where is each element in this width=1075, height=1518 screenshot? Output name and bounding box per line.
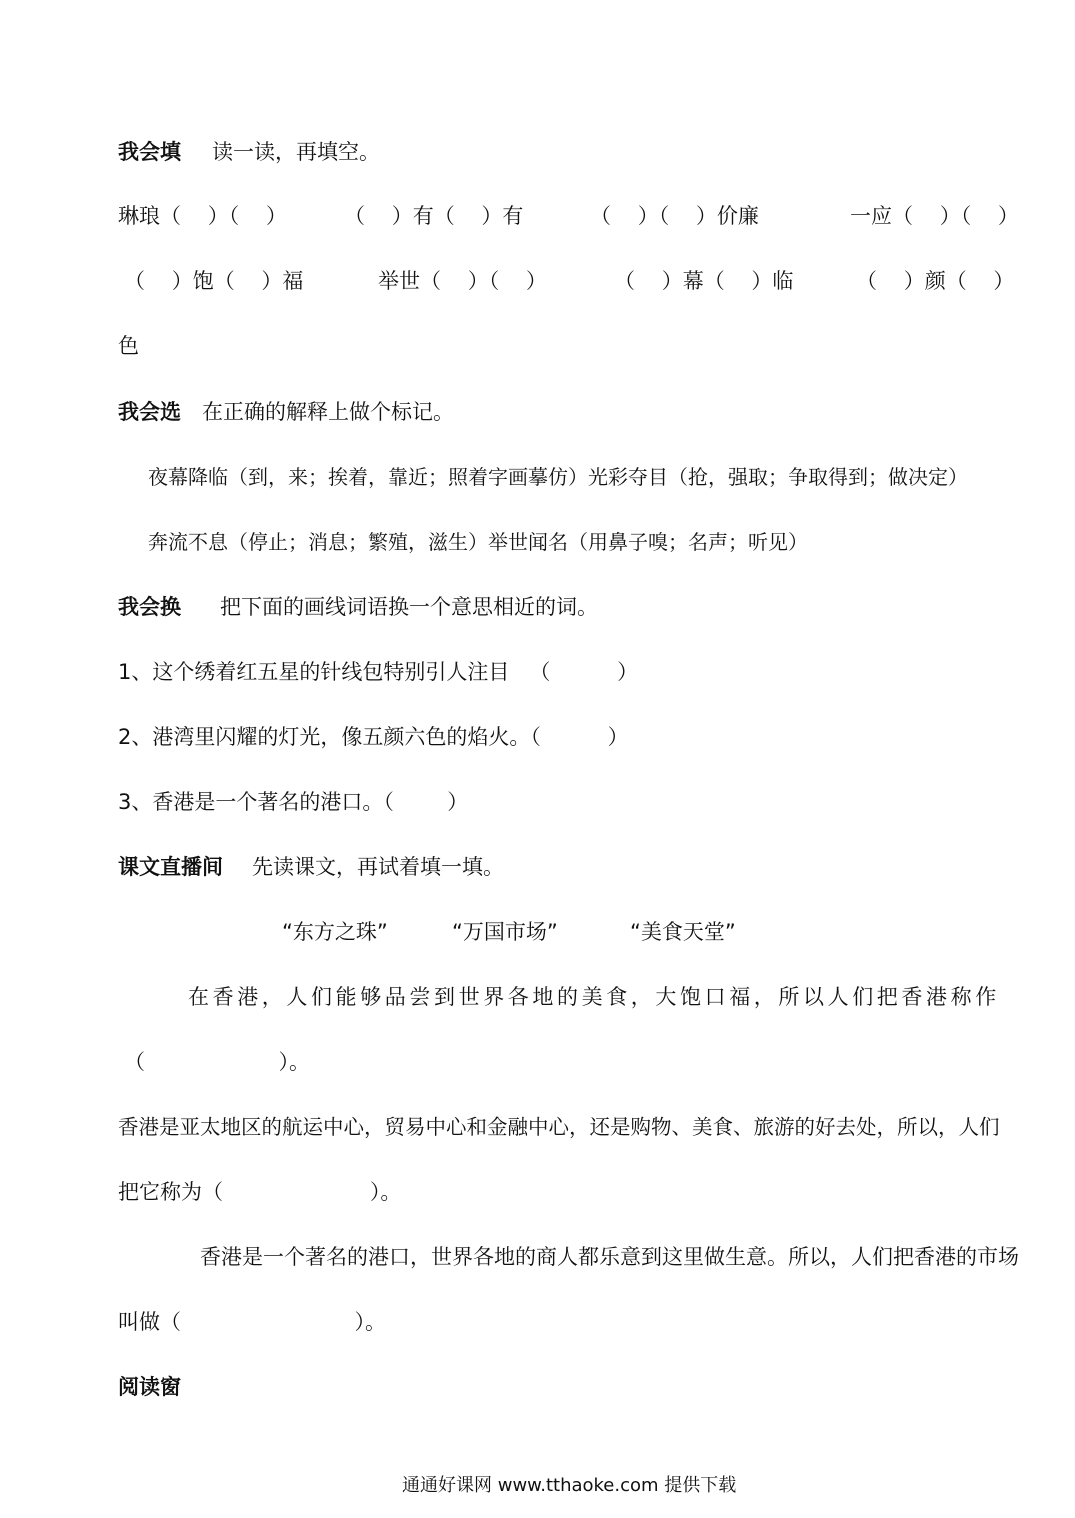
- choose-line: 奔流不息（停止；消息；繁殖，滋生）举世闻名（用鼻子嗅；名声；听见）: [148, 530, 808, 554]
- fill-item: （ ）颜（ ）: [856, 269, 1015, 293]
- paragraph-blank: （ ）。: [124, 1050, 311, 1074]
- section-instruction-replace: 把下面的画线词语换一个意思相近的词。: [220, 595, 598, 619]
- replace-item: 1、这个绣着红五星的针线包特别引人注目 （ ）: [118, 660, 639, 684]
- replace-item: 3、香港是一个著名的港口。（ ）: [118, 790, 469, 814]
- fill-item: （ ）幕（ ）临: [614, 269, 794, 293]
- option-label: “东方之珠”: [282, 920, 388, 944]
- section-instruction-fill: 读一读，再填空。: [212, 140, 380, 164]
- paragraph-blank: 叫做（ ）。: [118, 1310, 387, 1334]
- fill-item: （ ）有（ ）有: [344, 204, 524, 228]
- paragraph: 在香港，人们能够品尝到世界各地的美食，大饱口福，所以人们把香港称作: [188, 985, 1000, 1009]
- section-heading-text: 课文直播间: [118, 855, 223, 879]
- section-heading-fill: 我会填: [118, 140, 181, 164]
- section-heading-replace: 我会换: [118, 595, 181, 619]
- choose-line: 夜幕降临（到，来；挨着，靠近；照着字画摹仿）光彩夺目（抢，强取；争取得到；做决定）: [148, 465, 968, 489]
- option-label: “万国市场”: [452, 920, 558, 944]
- page-footer: 通通好课网 www.tthaoke.com 提供下载: [402, 1475, 737, 1496]
- fill-item: 一应（ ）（ ）: [850, 204, 1019, 228]
- section-instruction-text: 先读课文，再试着填一填。: [252, 855, 504, 879]
- section-heading-reading: 阅读窗: [118, 1375, 181, 1399]
- replace-item: 2、港湾里闪耀的灯光，像五颜六色的焰火。（ ）: [118, 725, 629, 749]
- paragraph: 香港是亚太地区的航运中心，贸易中心和金融中心，还是购物、美食、旅游的好去处，所以，人们: [118, 1115, 1000, 1139]
- paragraph: 香港是一个著名的港口，世界各地的商人都乐意到这里做生意。所以，人们把香港的市场: [200, 1245, 1019, 1269]
- paragraph-blank: 把它称为（ ）。: [118, 1180, 402, 1204]
- option-label: “美食天堂”: [630, 920, 736, 944]
- fill-item: 举世（ ）（ ）: [378, 269, 547, 293]
- fill-item: （ ）饱（ ）福: [124, 269, 304, 293]
- fill-item: 琳琅（ ）（ ）: [118, 204, 287, 228]
- section-instruction-choose: 在正确的解释上做个标记。: [202, 400, 454, 424]
- fill-item: （ ）（ ）价廉: [590, 204, 759, 228]
- section-heading-choose: 我会选: [118, 400, 181, 424]
- fill-item-wrap: 色: [118, 334, 139, 358]
